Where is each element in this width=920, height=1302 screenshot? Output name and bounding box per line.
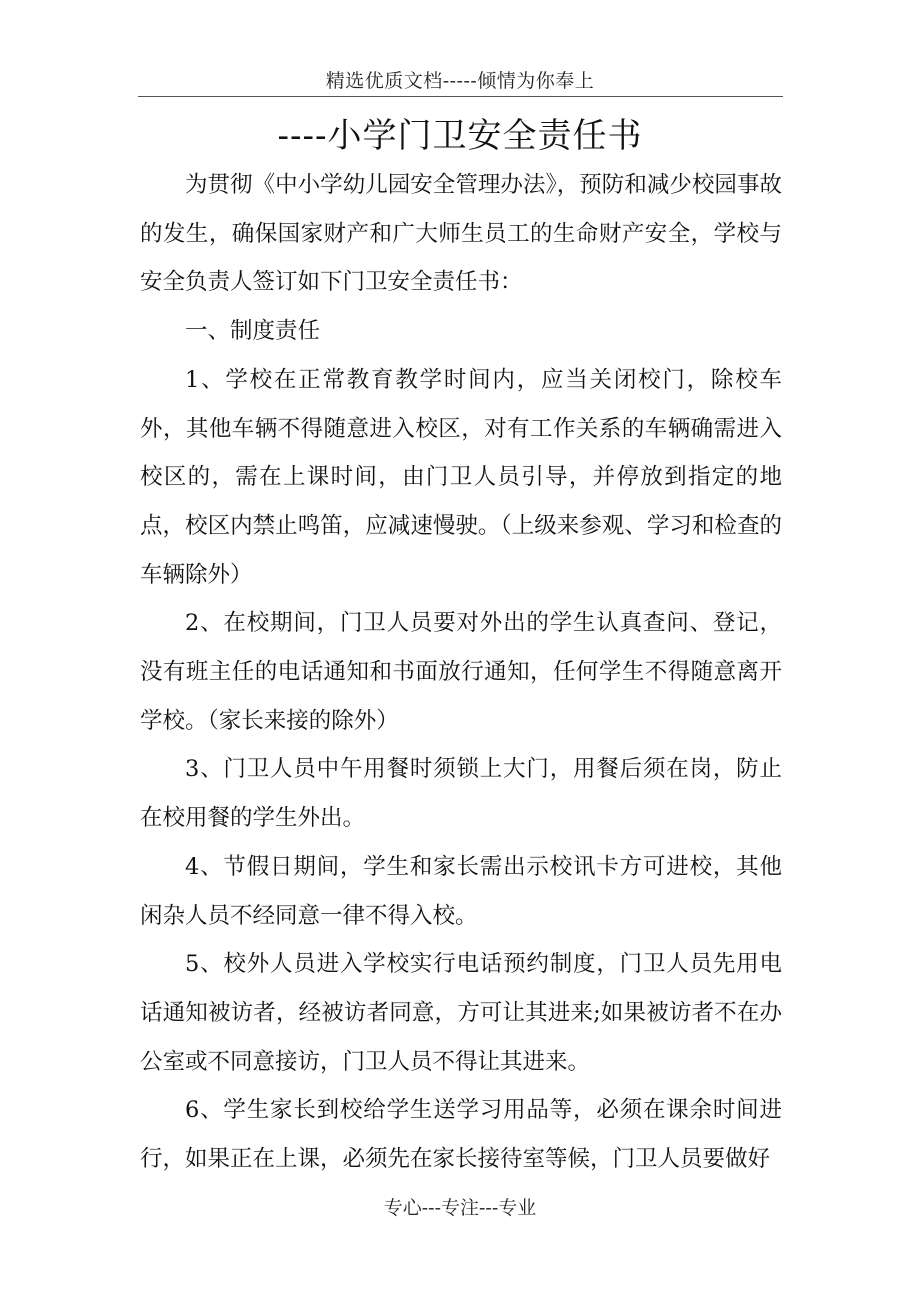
- clause-paragraph: 6、学生家长到校给学生送学习用品等，必须在课余时间进行，如果正在上课，必须先在家长接待室等候，门卫人员要做好: [140, 1097, 782, 1173]
- running-header: 精选优质文档-----倾情为你奉上: [325, 70, 595, 92]
- clause-paragraph: 3、门卫人员中午用餐时须锁上大门，用餐后须在岗，防止在校用餐的学生外出。: [140, 756, 782, 832]
- document-body: [140, 161, 782, 1184]
- clause-paragraph: 1、学校在正常教育教学时间内，应当关闭校门，除校车外，其他车辆不得随意进入校区，对有工作关系的车辆确需进入校区的，需在上课时间，由门卫人员引导，并停放到指定的地点，校区内禁止鸣笛，应减速慢驶。（上级来参观、学习和检查的车辆除外）: [140, 366, 782, 588]
- running-footer: 专心---专注---专业: [383, 1197, 537, 1219]
- clause-paragraph: 2、在校期间，门卫人员要对外出的学生认真查问、登记，没有班主任的电话通知和书面放行通知，任何学生不得随意离开学校。（家长来接的除外）: [140, 610, 782, 734]
- section-heading: 一、制度责任: [185, 318, 321, 345]
- intro-paragraph: 为贯彻《中小学幼儿园安全管理办法》，预防和减少校园事故的发生，确保国家财产和广大师生员工的生命财产安全，学校与安全负责人签订如下门卫安全责任书：: [140, 172, 782, 296]
- clause-paragraph: 5、校外人员进入学校实行电话预约制度，门卫人员先用电话通知被访者，经被访者同意，方可让其进来;如果被访者不在办公室或不同意接访，门卫人员不得让其进来。: [140, 951, 782, 1075]
- clause-paragraph: 4、节假日期间，学生和家长需出示校讯卡方可进校，其他闲杂人员不经同意一律不得入校。: [140, 853, 782, 929]
- document-title: ----小学门卫安全责任书: [277, 116, 643, 156]
- header-divider: [138, 96, 783, 97]
